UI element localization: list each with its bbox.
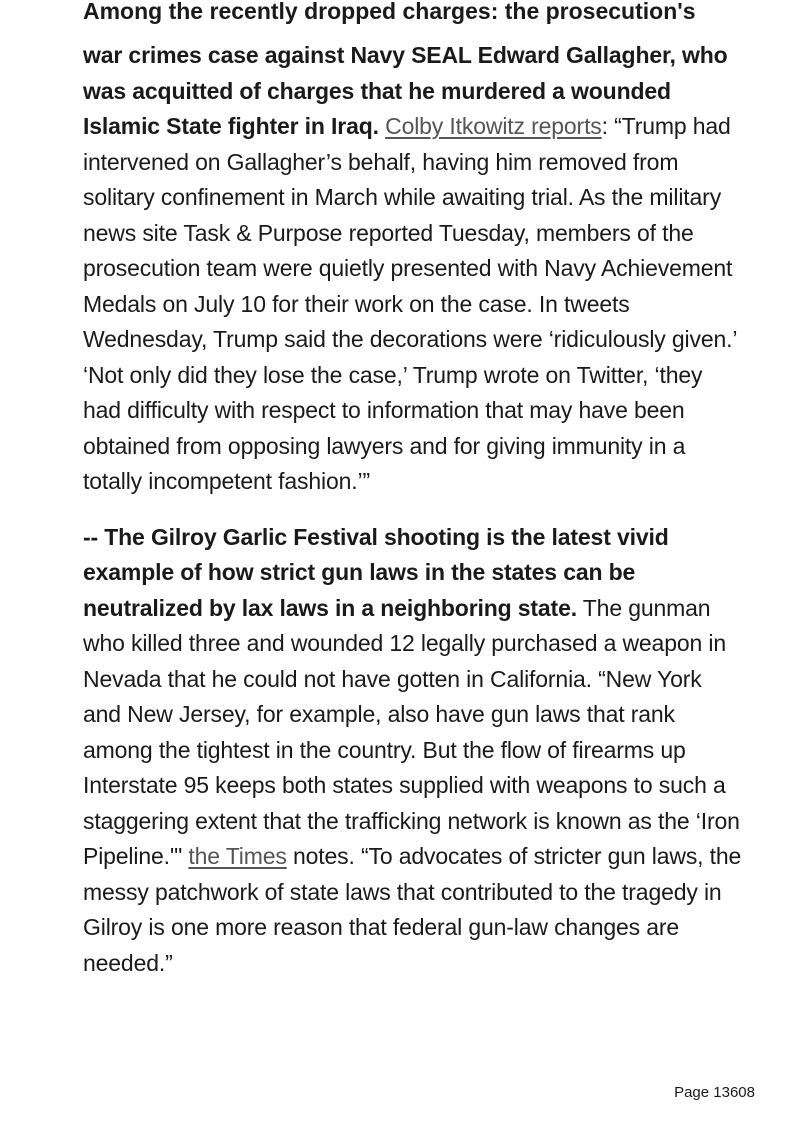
page-number: Page 13608 xyxy=(674,1084,755,1101)
link-the-times[interactable]: the Times xyxy=(188,843,287,869)
paragraph-gilroy-body-end: notes. “To advocates of stricter gun laws, the messy patchwork of state laws that contributed to the tragedy in Gilroy is one more reason that federal gun-law changes are needed.” xyxy=(83,843,742,976)
cut-off-line xyxy=(83,0,743,38)
paragraph-gallagher-body: : “Trump had intervened on Gallagher’s behalf, having him removed from solitary confinement in March while awaiting trial. As the military news site Task & Purpose reported Tuesday, members of the prosecution team were quietly presented with Navy Achievement Medals on July 10 for their work on the case. In tweets Wednesday, Trump said the decorations were ‘ridiculously given.’ ‘Not only did they lose the case,’ Trump wrote on Twitter, ‘they had difficulty with respect to information that may have been obtained from opposing lawyers and for giving immunity in a totally incompetent fashion.’” xyxy=(83,113,737,494)
cut-off-text: Among the recently dropped charges: the prosecution's xyxy=(83,0,696,24)
link-colby-itkowitz-reports[interactable]: Colby Itkowitz reports xyxy=(385,113,602,139)
paragraph-gilroy-lead: -- The Gilroy Garlic Festival shooting is the latest vivid example of how strict gun laws in the states can be neutralized by lax laws in a neighboring state. xyxy=(83,523,669,621)
paragraph-gilroy xyxy=(83,520,743,982)
paragraph-gallagher xyxy=(83,38,743,500)
document-page xyxy=(83,0,743,981)
paragraph-gallagher-lead: war crimes case against Navy SEAL Edward Gallagher, who was acquitted of charges that he murdered a wounded Islamic State fighter in Iraq. xyxy=(83,42,728,139)
paragraph-gilroy-body: The gunman who killed three and wounded 12 legally purchased a weapon in Nevada that he could not have gotten in California. “New York and New Jersey, for example, also have gun laws that rank among the tightest in the country. But the flow of firearms up Interstate 95 keeps both states supplied with weapons to such a staggering extent that the trafficking network is known as the ‘Iron Pipeline.'" xyxy=(83,594,740,869)
